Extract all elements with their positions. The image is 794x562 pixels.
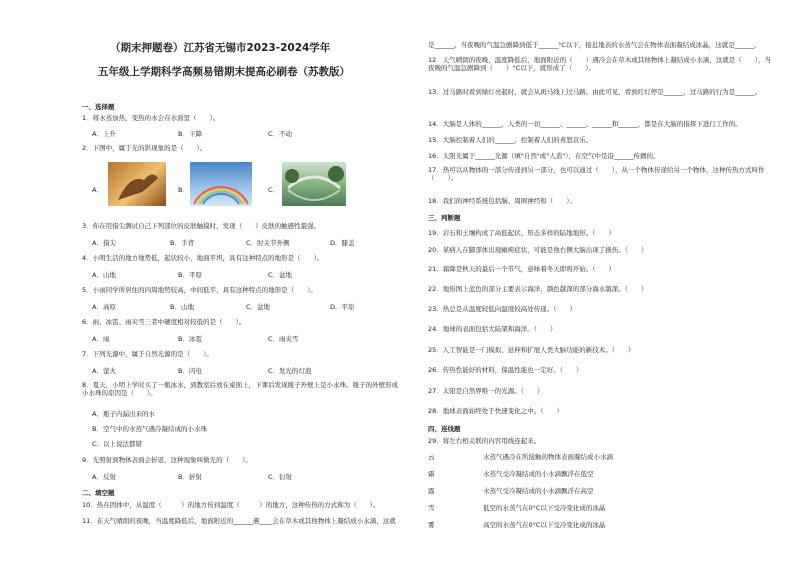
q1-option-b: B．下降	[178, 130, 202, 138]
question-28: 28．地球表面始终处于快速变化之中。（ ）	[428, 407, 564, 415]
match-row	[428, 469, 594, 478]
match-right-item: 高空的水蒸气在0°C以下受冷变化成的冰晶	[483, 521, 606, 529]
q8-option-a: A．瓶子内漏出来的水	[92, 410, 155, 418]
question-20: 20．某病人在脚部体出现瘫痪症状，可能是他右侧大脑出现了损伤。（ ）	[428, 246, 648, 254]
q1-option-c: C．不动	[268, 130, 293, 138]
section-fill: 二、填空题	[82, 489, 115, 497]
question-3: 3．你在用指尖测试自己下列部位的皮肤触摸时，发现（ ）皮肤的触感性最强。	[82, 222, 321, 230]
question-11-continued: 是______。当夜晚的气温急剧降到低于______°C以下，接近地表的水蒸气会在物体表面凝结成冰晶，这就是______。	[428, 41, 761, 49]
match-left-item: 雾	[428, 521, 435, 529]
q4-option-a: A．山地	[92, 271, 116, 279]
question-7: 7．下列光源中，属于自然光源的是（ ）。	[82, 350, 213, 358]
question-10: 10．热在固体中，从温度（ ）的地方传到温度（ ）的地方，这种传热的方式称为（ ）。	[82, 501, 380, 509]
title-line-2: 五年级上学期科学高频易错期末提高必刷卷（苏教版）	[98, 66, 350, 78]
rainbow-icon	[190, 162, 252, 206]
bridge-reflection-image	[282, 162, 346, 206]
q3-option-d: D．膝盖	[330, 239, 355, 247]
match-row	[428, 520, 606, 529]
question-19: 19．岩石和土壤构成了高低起伏、形态多样的陆地地形。（ ）	[428, 229, 616, 237]
q3-option-a: A．指尖	[92, 239, 116, 247]
q6-option-c: C．雨夹雪	[268, 335, 299, 343]
question-18: 18．我们的神经系统包括脑、周围神经和（ ）。	[428, 197, 577, 205]
q9-option-c: C．衍射	[268, 473, 293, 481]
match-right-item: 水蒸气受冷凝结成的小水滴飘浮在低空	[483, 470, 594, 478]
question-2: 2．下图中，属于光的影现象的是（ ）。	[82, 144, 207, 152]
q5-option-b: B．山地	[170, 303, 194, 311]
question-5: 5．小雨同学所居住的四周地势较高，中间低平，具有这种特点的地形是（ ）。	[82, 286, 317, 294]
section-match: 四、连线题	[428, 425, 461, 433]
q4-option-c: C．盆地	[268, 271, 293, 279]
match-left-item: 露	[428, 487, 435, 495]
question-9: 9．光照射到物体表面会折返，这种现象叫做光的（ ）。	[82, 456, 252, 464]
q8-option-b: B．空气中的水蒸气遇冷凝结成的小水珠	[92, 425, 207, 433]
section-choice: 一、选择题	[82, 103, 115, 111]
match-right-item: 水蒸气受冷凝结成的小水滴飘浮在高空	[483, 487, 594, 495]
q9-option-a: A．反射	[92, 473, 116, 481]
question-25: 25．人工智能是一门模拟、延伸和扩展人类大脑功能的新技术。（ ）	[428, 346, 635, 354]
q6-option-b: B．冰雹	[178, 335, 202, 343]
question-13: 13．过马路时看到绿灯亮起时，就会从斑马线上过马路。由此可见，看到红灯停是______，过马路的行为是______。	[428, 88, 762, 96]
match-right-item: 水蒸气遇冷在所接触的物体表面凝结成小水滴	[483, 453, 613, 461]
q3-option-b: B．手背	[170, 239, 194, 247]
section-judge: 三、判断题	[428, 214, 461, 222]
question-16: 16．太阳光属于______光源（填"自然"或"人造"），在空气中是沿______传播的。	[428, 152, 660, 160]
hand-shadow-icon	[108, 162, 166, 206]
question-29: 29．将左右相关联的内容用线连起来。	[428, 437, 541, 445]
q7-option-b: B．闪电	[178, 367, 202, 375]
question-21: 21．霜降是秋天的最后一个节气，意味着冬天即将开始。（ ）	[428, 265, 616, 273]
q7-option-a: A．萤火	[92, 367, 116, 375]
q2-option-c: C．	[268, 186, 280, 194]
q4-option-b: B．平原	[178, 271, 202, 279]
question-17: 17．热可以从物体的一部分传递到另一部分，也可以通过（ ），从一个物体传递给另一个物体，这种传热方式叫作（ ）。	[428, 166, 765, 182]
question-12: 12．天气晴朗的夜晚，温度降低后，地面附近的（ ）遇冷会在草木或其他物体上凝结成小水滴，这就是（ ），当夜晚的气温急剧降到（ ）°C以下，就形成了（ ）。	[428, 56, 772, 72]
q1-option-a: A．上升	[92, 130, 116, 138]
question-15: 15．大脑控制着人们的______，控制着人们的喜怒哀乐。	[428, 136, 593, 144]
title-line-1: （期末押题卷）江苏省无锡市2023-2024学年	[110, 42, 331, 54]
match-row	[428, 452, 613, 461]
match-left-item: 雪	[428, 504, 435, 512]
question-1: 1．将水蒸加热，变热的水会在水面里（ ）。	[82, 114, 220, 122]
question-22: 22．地形图上蓝色的部分主要表示海洋，颜色越深的部分海水越深。（ ）	[428, 285, 648, 293]
q2-option-a: A．	[92, 186, 103, 194]
question-11: 11．在天气晴朗的夜晚，当温度降低后，地面附近的______遇____会在草木或其他物体上凝结成小水滴，这就	[82, 517, 396, 525]
match-row	[428, 503, 606, 512]
q2-option-b: B．	[178, 186, 189, 194]
question-4: 4．小明生活的地方地势低，起伏较小，地面平坦，具有这种特点的地形是（ ）。	[82, 254, 324, 262]
bridge-icon	[282, 162, 346, 206]
rainbow-image	[190, 162, 252, 206]
match-left-item: 霜	[428, 470, 435, 478]
q6-option-a: A．雨	[92, 335, 110, 343]
question-8: 8．夏天，小明上学时买了一瓶冰水，到教室后放在桌面上，下课后发现瓶子外壁上是小水珠。瓶子的外壁形成小水珠的原因是（ ）。	[82, 381, 399, 397]
match-row	[428, 486, 594, 495]
question-14: 14．大脑是人体的______，人类的一切______、______、______和______，都是在大脑的指挥下进行工作的。	[428, 120, 742, 128]
q5-option-d: D．平原	[330, 303, 355, 311]
question-27: 27．太阳是自然界唯一的光源。（ ）	[428, 387, 544, 395]
q9-option-b: B．折射	[178, 473, 202, 481]
q5-option-c: C．盆地	[246, 303, 271, 311]
q7-option-c: C．发光的灯泡	[268, 367, 312, 375]
match-left-item: 云	[428, 453, 435, 461]
q8-option-c: C．以上说法都错	[92, 440, 143, 448]
question-6: 6．雨、冰雹、雨夹雪三者中硬度相对较低的是（ ）。	[82, 318, 246, 326]
match-right-item: 低空的水蒸气在0°C以下受冷变化成的冰晶	[483, 504, 606, 512]
question-26: 26．传热性能好的材料，保温性能也一定好。（ ）	[428, 366, 583, 374]
q5-option-a: A．高原	[92, 303, 116, 311]
q3-option-c: C．肘关节外侧	[246, 239, 290, 247]
hand-shadow-image	[108, 162, 166, 206]
question-24: 24．地球的表面包括大陆架和海洋。（ ）	[428, 325, 557, 333]
question-23: 23．热总是从温度较低向温度较高处传递。（ ）	[428, 305, 577, 313]
